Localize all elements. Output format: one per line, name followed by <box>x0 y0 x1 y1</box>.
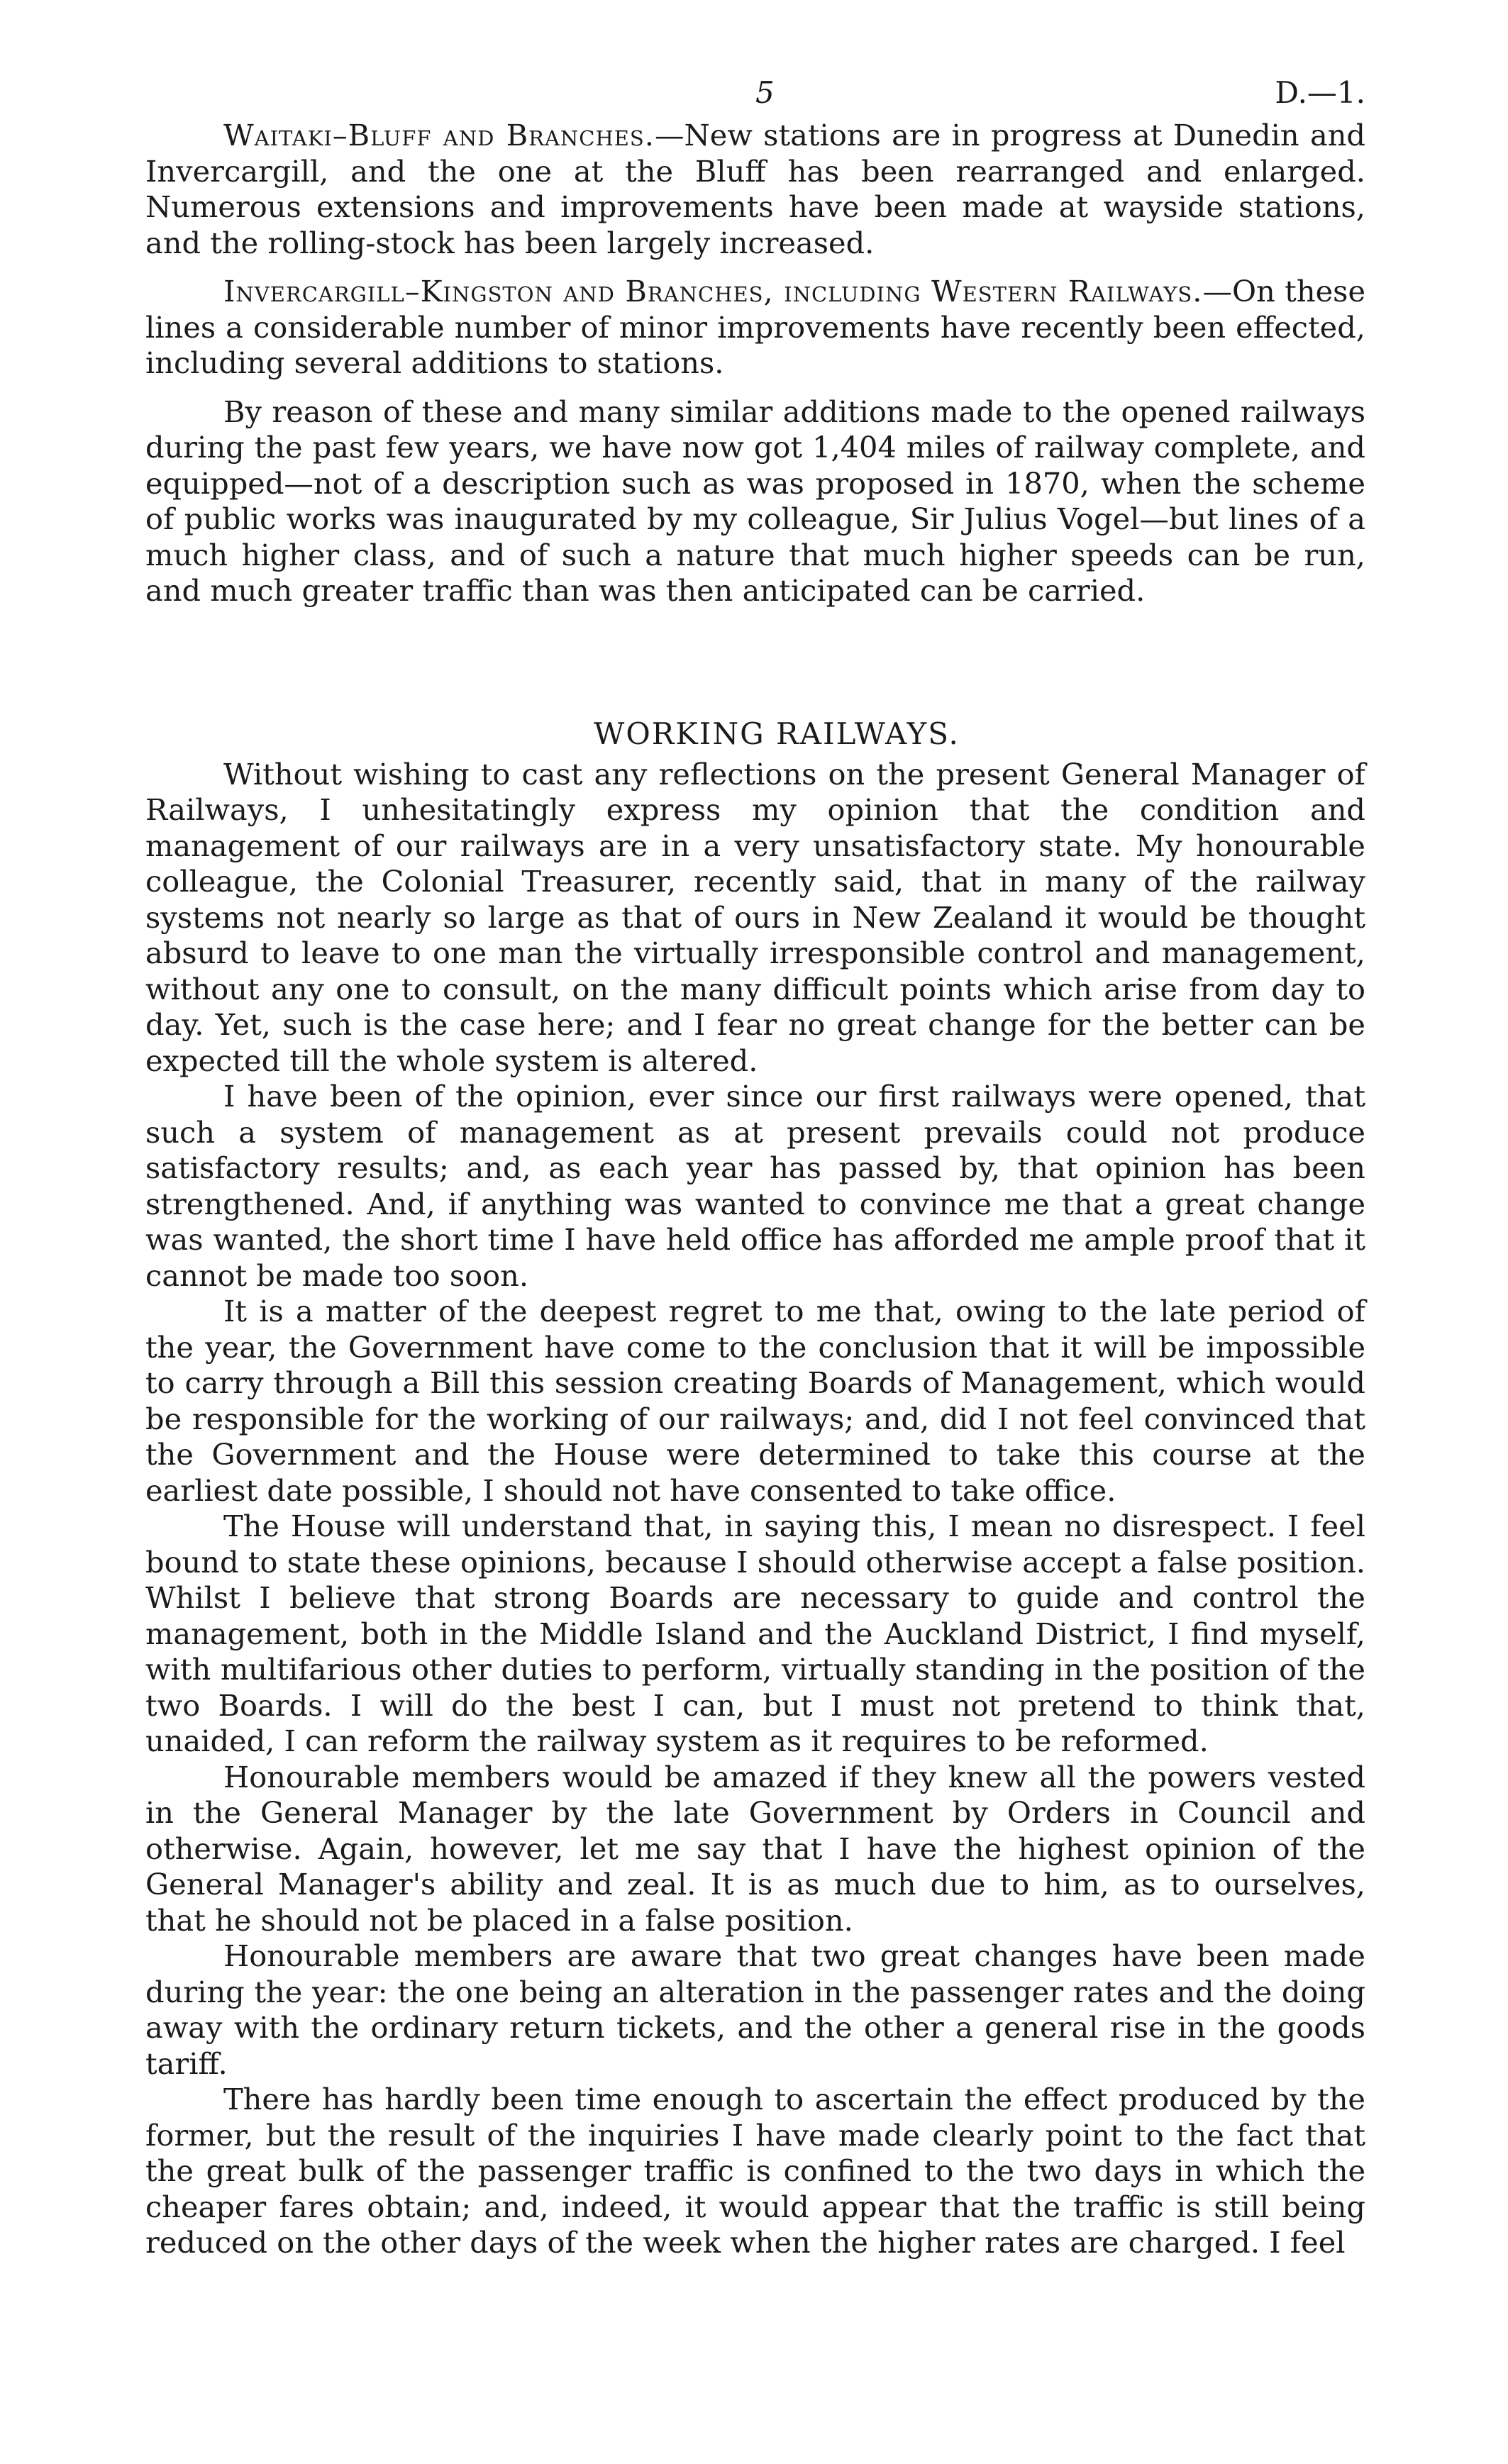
paragraph-lead: Waitaki–Bluff and Branches. <box>223 118 655 152</box>
page-number: 5 <box>755 75 775 110</box>
section-paragraph: I have been of the opinion, ever since our first railways were opened, that such a system of management as at present prevails could not produce satisfactory results; and, as each year has passed by, that opinion has been strengthened. And, if anything was wanted to convince me that a great change was wanted, the short time I have held office has afforded me ample proof that it cannot be made too soon. <box>145 1079 1365 1293</box>
section-paragraph: Without wishing to cast any reflections on the present General Manager of Railways, I unhesitatingly express my opinion that the condition and management of our railways are in a very unsatisfactory state. My honourable colleague, the Colonial Treasurer, recently said, that in many of the railway systems not nearly so large as that of ours in New Zealand it would be thought absurd to leave to one man the virtually irresponsible control and management, without any one to consult, on the many difficult points which arise from day to day. Yet, such is the case here; and I fear no great change for the better can be expected till the whole system is altered. <box>145 756 1365 1078</box>
paragraph-text: By reason of these and many similar additions made to the opened railways during the past few years, we have now got 1,404 miles of railway complete, and equipped—not of a description such as was proposed in 1870, when the scheme of public works was inaugurated by my colleague, Sir Julius Vogel—but lines of a much higher class, and of such a nature that much higher speeds can be run, and much greater traffic than was then anticipated can be carried. <box>145 394 1365 608</box>
section-paragraph: Honourable members are aware that two great changes have been made during the year: the one being an alteration in the passenger rates and the doing away with the ordinary return tickets, and the other a general rise in the goods tariff. <box>145 1938 1365 2081</box>
paragraph-lead: Invercargill–Kingston and Branches, including Western Railways. <box>223 274 1203 309</box>
section-paragraph: There has hardly been time enough to ascertain the effect produced by the former, but the result of the inquiries I have made clearly point to the fact that the great bulk of the passenger traffic is confined to the two days in which the cheaper fares obtain; and, indeed, it would appear that the traffic is still being reduced on the other days of the week when the higher rates are charged. I feel <box>145 2082 1365 2260</box>
section-paragraph: The House will understand that, in saying this, I mean no disrespect. I feel bound to state these opinions, because I should otherwise accept a false position. Whilst I believe that strong Boards are necessary to guide and control the management, both in the Middle Island and the Auckland District, I find myself, with multifarious other duties to perform, virtually standing in the position of the two Boards. I will do the best I can, but I must not pretend to think that, unaided, I can reform the railway system as it requires to be reformed. <box>145 1509 1365 1758</box>
document-reference: D.—1. <box>1275 75 1365 110</box>
paragraph-railway-mileage <box>145 394 1365 609</box>
paragraph-text: —On these lines a considerable number of minor improvements have recently been effected, including several additions to stations. <box>145 274 1365 380</box>
paragraph-text: —New stations are in progress at Dunedin and Invercargill, and the one at the Bluff has been rearranged and enlarged. Numerous extensions and improvements have been made at wayside stations, and the rolling-stock has been largely increased. <box>145 118 1365 260</box>
page-header <box>145 68 1365 118</box>
paragraph-invercargill-kingston <box>145 274 1365 382</box>
document-page <box>145 68 1365 2261</box>
paragraph-waitaki-bluff <box>145 118 1365 261</box>
section-paragraph: It is a matter of the deepest regret to me that, owing to the late period of the year, the Government have come to the conclusion that it will be impossible to carry through a Bill this session creating Boards of Management, which would be responsible for the working of our railways; and, did I not feel convinced that the Government and the House were determined to take this course at the earliest date possible, I should not have consented to take office. <box>145 1294 1365 1508</box>
section-title <box>145 716 1365 753</box>
section-title-text: WORKING RAILWAYS. <box>594 716 960 751</box>
section-paragraph: Honourable members would be amazed if they knew all the powers vested in the General Manager by the late Government by Orders in Council and otherwise. Again, however, let me say that I have the highest opinion of the General Manager's ability and zeal. It is as much due to him, as to ourselves, that he should not be placed in a false position. <box>145 1759 1365 1938</box>
